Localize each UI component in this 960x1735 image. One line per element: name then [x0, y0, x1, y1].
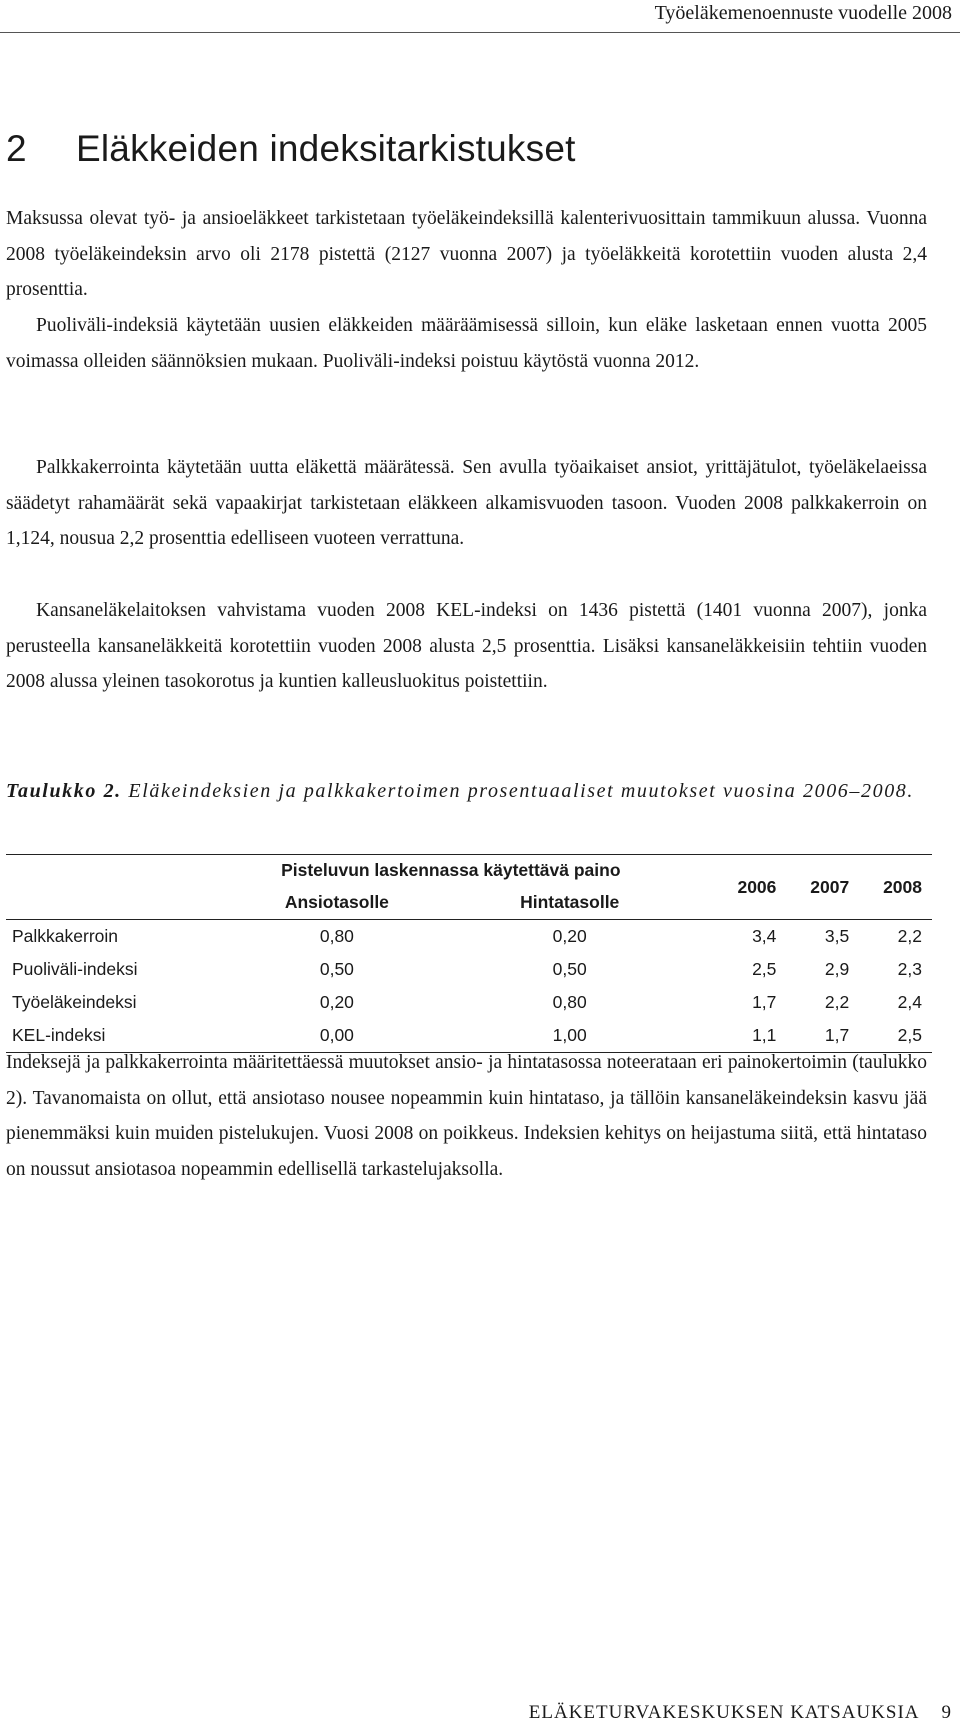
chapter-number: 2 [6, 128, 27, 169]
sub-header-hintatasolle: Hintatasolle [520, 892, 620, 912]
row-label: Työeläkeindeksi [12, 992, 137, 1012]
sub-header-ansiotasolle: Ansiotasolle [284, 892, 389, 912]
hinta-value: 0,80 [552, 992, 587, 1012]
ansio-value: 0,50 [319, 959, 354, 979]
running-header: Työeläkemenoennuste vuodelle 2008 [654, 2, 952, 24]
value-2006: 1,1 [752, 1025, 777, 1045]
table-corner [6, 855, 218, 920]
value-2008: 2,2 [897, 926, 922, 946]
ansio-value: 0,00 [319, 1025, 354, 1045]
chapter-title: Eläkkeiden indeksitarkistukset [76, 128, 576, 169]
paragraph-1: Maksussa olevat työ- ja ansioeläkkeet tarkistetaan työeläkeindeksillä kalenterivuosittain tammikuun alussa. Vuonna 2008 työeläkeindeksin arvo oli 2178 pistettä (2127 vuonna 2007) ja työeläkkeitä korotettiin vuoden alusta 2,4 prosenttia. [6, 208, 927, 300]
row-label: KEL-indeksi [12, 1025, 106, 1045]
table-row [6, 986, 932, 1019]
value-2008: 2,4 [897, 992, 922, 1012]
year-header-2006: 2006 [714, 855, 787, 920]
ansio-value: 0,80 [319, 926, 354, 946]
value-2008: 2,5 [897, 1025, 922, 1045]
publication-name: ELÄKETURVAKESKUKSEN KATSAUKSIA [528, 1702, 920, 1723]
table-row [6, 920, 932, 954]
hinta-value: 0,50 [552, 959, 587, 979]
table-row [6, 953, 932, 986]
year-header-2008: 2008 [859, 855, 932, 920]
group-header: Pisteluvun laskennassa käytettävä paino [281, 860, 621, 880]
value-2006: 1,7 [752, 992, 777, 1012]
page-footer [529, 1702, 952, 1724]
page-number: 9 [941, 1702, 952, 1723]
hinta-value: 1,00 [552, 1025, 587, 1045]
paragraph-2: Puoliväli-indeksiä käytetään uusien eläkkeiden määräämisessä silloin, kun eläke lasketaan ennen vuotta 2005 voimassa olleiden säännöksien mukaan. Puoliväli-indeksi poistuu käytöstä vuonna 2012. [6, 315, 927, 372]
value-2007: 3,5 [824, 926, 850, 946]
table-caption-text: Eläkeindeksien ja palkkakertoimen prosentuaaliset muutokset vuosina 2006–2008. [128, 780, 914, 802]
value-2007: 1,7 [824, 1025, 850, 1045]
value-2008: 2,3 [897, 959, 922, 979]
ansio-value: 0,20 [319, 992, 354, 1012]
value-2007: 2,2 [824, 992, 850, 1012]
value-2006: 3,4 [752, 926, 777, 946]
value-2006: 2,5 [752, 959, 777, 979]
closing-paragraph: Indeksejä ja palkkakerrointa määritettäessä muutokset ansio- ja hintatasossa noteerataan eri painokertoimin (taulukko 2). Tavanomaista on ollut, että ansiotaso nousee nopeammin kuin hintataso, ja tällöin kansaneläkeindeksin kasvu jää pienemmäksi kuin muiden pistelukujen. Vuosi 2008 on poikkeus. Indeksien kehitys on heijastuma siitä, että hintataso on noussut ansiotasoa nopeammin edellisellä tarkastelujaksolla. [6, 1052, 927, 1180]
hinta-value: 0,20 [552, 926, 587, 946]
row-label: Puoliväli-indeksi [12, 959, 138, 979]
table-caption-label: Taulukko 2. [6, 780, 122, 802]
paragraph-4: Kansaneläkelaitoksen vahvistama vuoden 2008 KEL-indeksi on 1436 pistettä (1401 vuonna 2007), jonka perusteella kansaneläkkeitä korotettiin vuoden 2008 alusta 2,5 prosenttia. Lisäksi kansaneläkkeisiin tehtiin vuoden 2008 alussa yleinen tasokorotus ja kuntien kalleusluokitus poistettiin. [6, 600, 927, 692]
paragraph-3: Palkkakerrointa käytetään uutta eläkettä määrätessä. Sen avulla työaikaiset ansiot, yrittäjätulot, työeläkelaeissa säädetyt rahamäärät sekä vapaakirjat tarkistetaan eläkkeen alkamisvuoden tasoon. Vuoden 2008 palkkakerroin on 1,124, nousua 2,2 prosenttia edelliseen vuoteen verrattuna. [6, 457, 927, 549]
table-caption [6, 778, 927, 804]
header-rule [0, 32, 960, 33]
year-header-2007: 2007 [786, 855, 859, 920]
chapter-heading [6, 128, 576, 170]
index-table [6, 854, 932, 1053]
value-2007: 2,9 [824, 959, 850, 979]
row-label: Palkkakerroin [12, 926, 119, 946]
